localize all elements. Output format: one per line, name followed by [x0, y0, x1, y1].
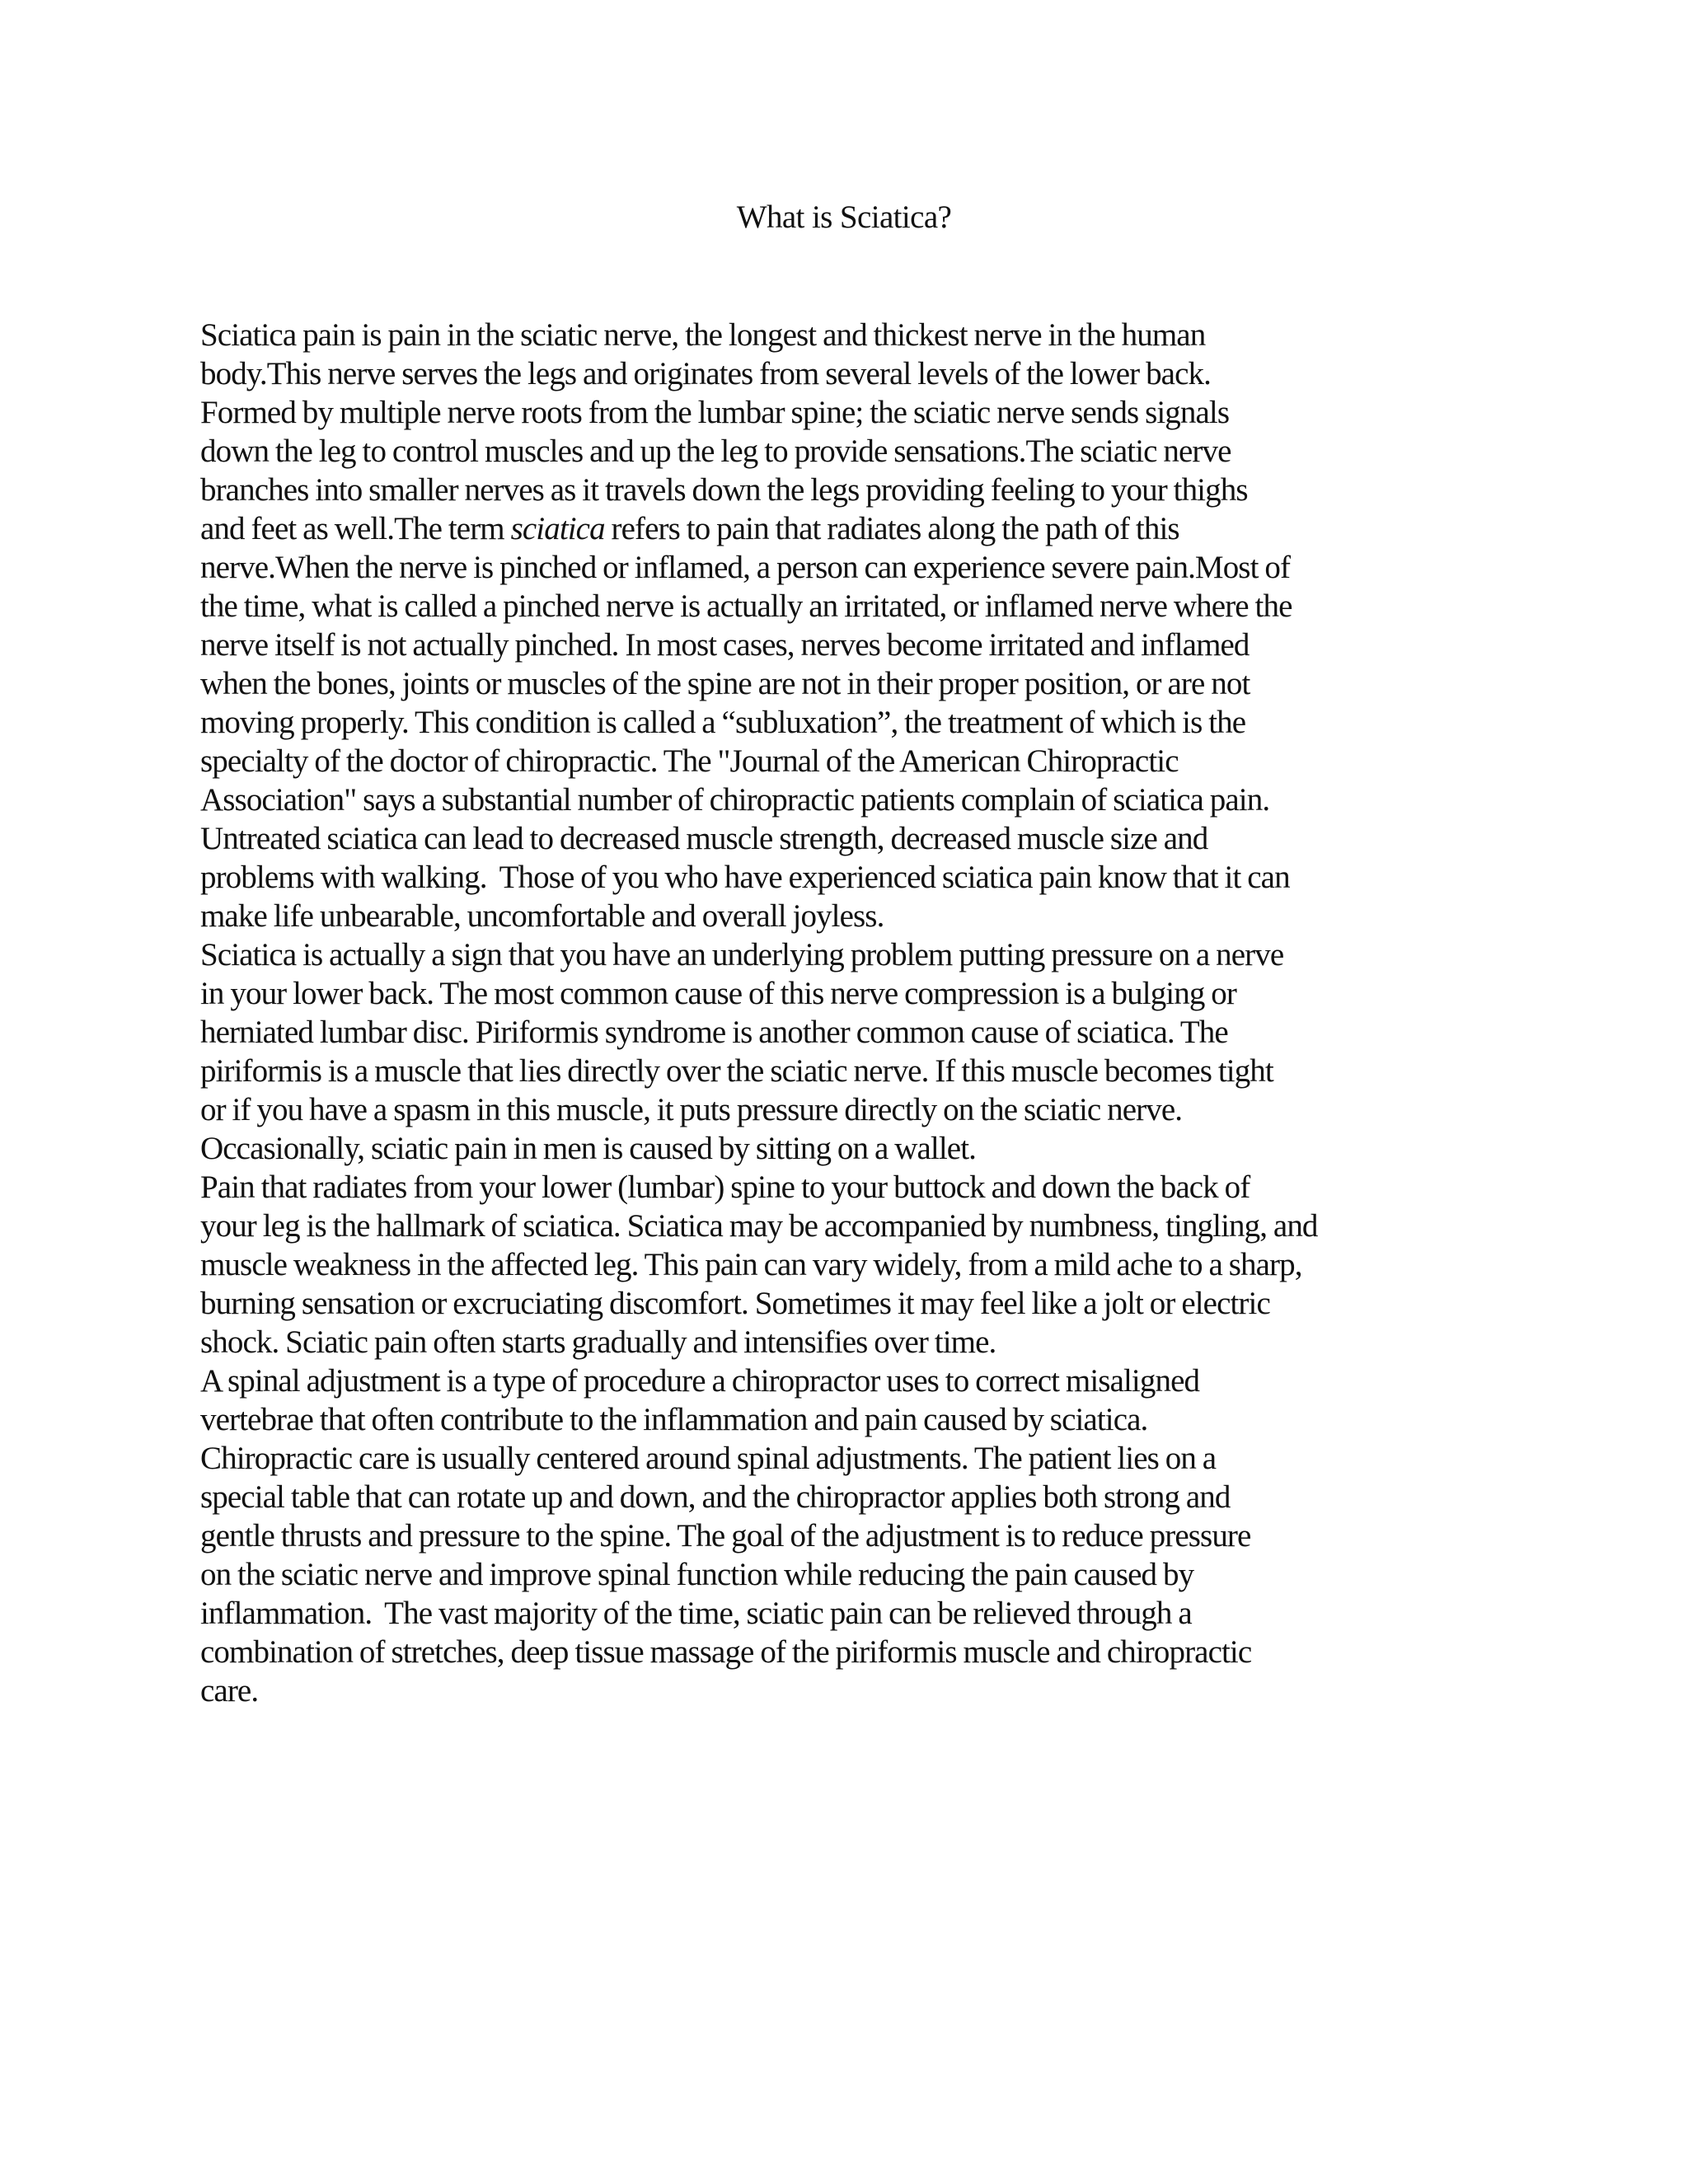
- text-line: Sciatica is actually a sign that you have an underlying problem putting pressure on a nerve: [200, 937, 1284, 972]
- text-line: your leg is the hallmark of sciatica. Sciatica may be accompanied by numbness, tingling, and: [200, 1208, 1318, 1244]
- text-line: vertebrae that often contribute to the inflammation and pain caused by sciatica.: [200, 1402, 1148, 1437]
- text-line: nerve.When the nerve is pinched or inflamed, a person can experience severe pain.Most of: [200, 550, 1291, 585]
- document-title: What is Sciatica?: [736, 199, 952, 235]
- text-line: inflammation. The vast majority of the time, sciatic pain can be relieved through a: [200, 1596, 1192, 1631]
- paragraph-3: [200, 1168, 1519, 1361]
- text-line: Occasionally, sciatic pain in men is caused by sitting on a wallet.: [200, 1131, 976, 1166]
- text-line: down the leg to control muscles and up the leg to provide sensations.The sciatic nerve: [200, 434, 1231, 469]
- text-line: shock. Sciatic pain often starts gradually and intensifies over time.: [200, 1324, 996, 1360]
- document-body: [200, 316, 1519, 1710]
- text-line: body.This nerve serves the legs and originates from several levels of the lower back.: [200, 356, 1211, 391]
- paragraph-4: [200, 1361, 1519, 1710]
- text-line: combination of stretches, deep tissue massage of the piriformis muscle and chiropractic: [200, 1634, 1252, 1670]
- text-line: moving properly. This condition is called a “subluxation”, the treatment of which is the: [200, 705, 1246, 740]
- text-line: Association" says a substantial number of chiropractic patients complain of sciatica pain.: [200, 782, 1270, 818]
- text-line: in your lower back. The most common cause of this nerve compression is a bulging or: [200, 976, 1236, 1011]
- text-line: problems with walking. Those of you who have experienced sciatica pain know that it can: [200, 860, 1290, 895]
- text-line: on the sciatic nerve and improve spinal function while reducing the pain caused by: [200, 1557, 1194, 1592]
- text-line: or if you have a spasm in this muscle, it puts pressure directly on the sciatic nerve.: [200, 1092, 1183, 1127]
- text-segment: and feet as well.The term: [200, 511, 511, 546]
- text-line: piriformis is a muscle that lies directly over the sciatic nerve. If this muscle becomes tight: [200, 1053, 1273, 1089]
- text-line: burning sensation or excruciating discomfort. Sometimes it may feel like a jolt or electric: [200, 1286, 1270, 1321]
- paragraph-2: [200, 935, 1519, 1168]
- text-line: special table that can rotate up and down, and the chiropractor applies both strong and: [200, 1479, 1231, 1515]
- text-segment: refers to pain that radiates along the path of this: [604, 511, 1179, 546]
- text-line-with-italic: [200, 509, 1519, 548]
- text-line: Untreated sciatica can lead to decreased muscle strength, decreased muscle size and: [200, 821, 1208, 856]
- text-line: muscle weakness in the affected leg. This pain can vary widely, from a mild ache to a sharp,: [200, 1247, 1302, 1282]
- text-line: care.: [200, 1673, 259, 1708]
- text-line: nerve itself is not actually pinched. In most cases, nerves become irritated and inflamed: [200, 627, 1250, 663]
- text-line: gentle thrusts and pressure to the spine. The goal of the adjustment is to reduce pressure: [200, 1518, 1251, 1554]
- text-line: Sciatica pain is pain in the sciatic nerve, the longest and thickest nerve in the human: [200, 317, 1206, 353]
- text-line: make life unbearable, uncomfortable and overall joyless.: [200, 898, 884, 934]
- text-line: Chiropractic care is usually centered around spinal adjustments. The patient lies on a: [200, 1441, 1217, 1476]
- paragraph-1: [200, 316, 1519, 935]
- text-line: Formed by multiple nerve roots from the lumbar spine; the sciatic nerve sends signals: [200, 395, 1230, 430]
- italic-term-sciatica: sciatica: [510, 511, 605, 546]
- text-line: the time, what is called a pinched nerve is actually an irritated, or inflamed nerve where the: [200, 588, 1292, 624]
- text-line: Pain that radiates from your lower (lumbar) spine to your buttock and down the back of: [200, 1169, 1250, 1205]
- text-line: branches into smaller nerves as it travels down the legs providing feeling to your thighs: [200, 472, 1248, 508]
- text-line: when the bones, joints or muscles of the spine are not in their proper position, or are not: [200, 666, 1250, 701]
- text-line: herniated lumbar disc. Piriformis syndrome is another common cause of sciatica. The: [200, 1015, 1228, 1050]
- text-line: specialty of the doctor of chiropractic. The "Journal of the American Chiropractic: [200, 743, 1179, 779]
- text-line: A spinal adjustment is a type of procedure a chiropractor uses to correct misaligned: [200, 1363, 1200, 1399]
